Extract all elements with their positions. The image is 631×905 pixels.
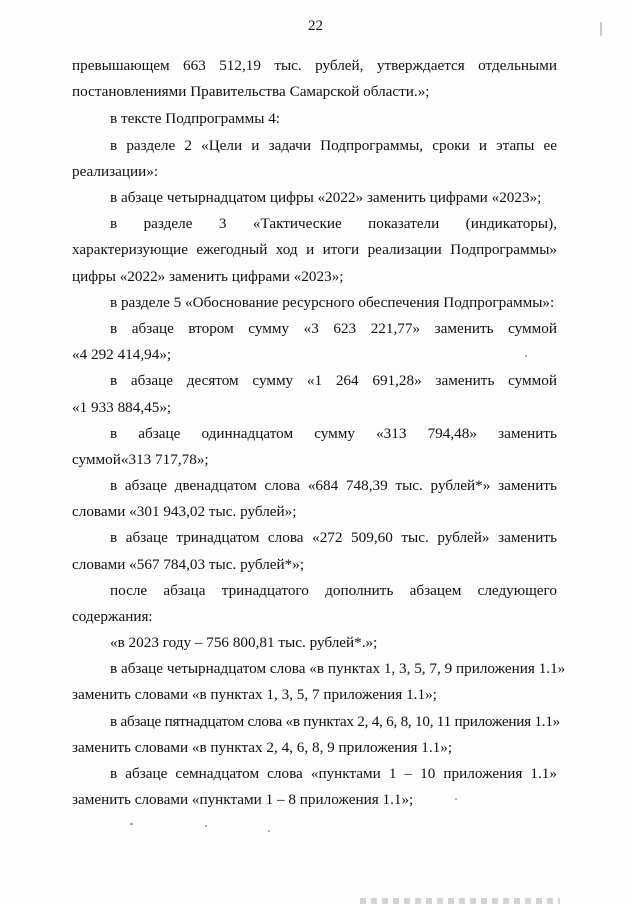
text-line: словами «301 943,02 тыс. рублей»; <box>72 503 297 520</box>
text-line: в абзаце четырнадцатом слова «в пунктах 1, 3, 5, 7, 9 приложения 1.1» <box>110 660 566 677</box>
text-line: заменить словами «в пунктах 1, 3, 5, 7 приложения 1.1»; <box>72 686 437 703</box>
text-line: характеризующие ежегодный ход и итоги реализации Подпрограммы» <box>72 241 557 258</box>
text-line: в тексте Подпрограммы 4: <box>110 110 281 127</box>
scan-speck <box>525 355 527 357</box>
scan-artifact <box>360 898 560 904</box>
scan-speck <box>268 830 270 832</box>
scan-mark <box>600 22 602 36</box>
text-line: словами «567 784,03 тыс. рублей*»; <box>72 556 305 573</box>
text-line: постановлениями Правительства Самарской области.»; <box>72 83 430 100</box>
text-line: превышающем 663 512,19 тыс. рублей, утверждается отдельными <box>72 57 557 74</box>
text-line: реализации»: <box>72 163 159 180</box>
text-line: «4 292 414,94»; <box>72 346 172 363</box>
text-line: в разделе 2 «Цели и задачи Подпрограммы, сроки и этапы ее <box>110 137 557 154</box>
scan-speck <box>130 823 133 825</box>
scan-speck <box>205 825 207 827</box>
text-line: в абзаце тринадцатом слова «272 509,60 тыс. рублей» заменить <box>110 529 557 546</box>
text-line: заменить словами «пунктами 1 – 8 приложения 1.1»; <box>72 791 414 808</box>
text-line: в разделе 3 «Тактические показатели (индикаторы), <box>110 215 557 232</box>
text-line: в абзаце втором сумму «3 623 221,77» заменить суммой <box>110 320 557 337</box>
text-line: после абзаца тринадцатого дополнить абзацем следующего <box>110 582 557 599</box>
text-line: «в 2023 году – 756 800,81 тыс. рублей*.»; <box>110 634 378 651</box>
text-line: в абзаце четырнадцатом цифры «2022» заменить цифрами «2023»; <box>110 189 542 206</box>
text-line: содержания: <box>72 608 153 625</box>
text-line: «1 933 884,45»; <box>72 399 172 416</box>
text-line: в абзаце двенадцатом слова «684 748,39 тыс. рублей*» заменить <box>110 477 557 494</box>
text-line: суммой«313 717,78»; <box>72 451 209 468</box>
text-line: цифры «2022» заменить цифрами «2023»; <box>72 268 344 285</box>
scan-speck <box>455 798 457 800</box>
page-number: 22 <box>308 18 323 34</box>
text-line: в абзаце одиннадцатом сумму «313 794,48» заменить <box>110 425 557 442</box>
text-line: в абзаце семнадцатом слова «пунктами 1 – 10 приложения 1.1» <box>110 765 557 782</box>
text-line: в абзаце пятнадцатом слова «в пунктах 2, 4, 6, 8, 10, 11 приложения 1.1» <box>110 713 561 730</box>
text-line: заменить словами «в пунктах 2, 4, 6, 8, 9 приложения 1.1»; <box>72 739 453 756</box>
text-line: в абзаце десятом сумму «1 264 691,28» заменить суммой <box>110 372 557 389</box>
text-line: в разделе 5 «Обоснование ресурсного обеспечения Подпрограммы»: <box>110 294 555 311</box>
